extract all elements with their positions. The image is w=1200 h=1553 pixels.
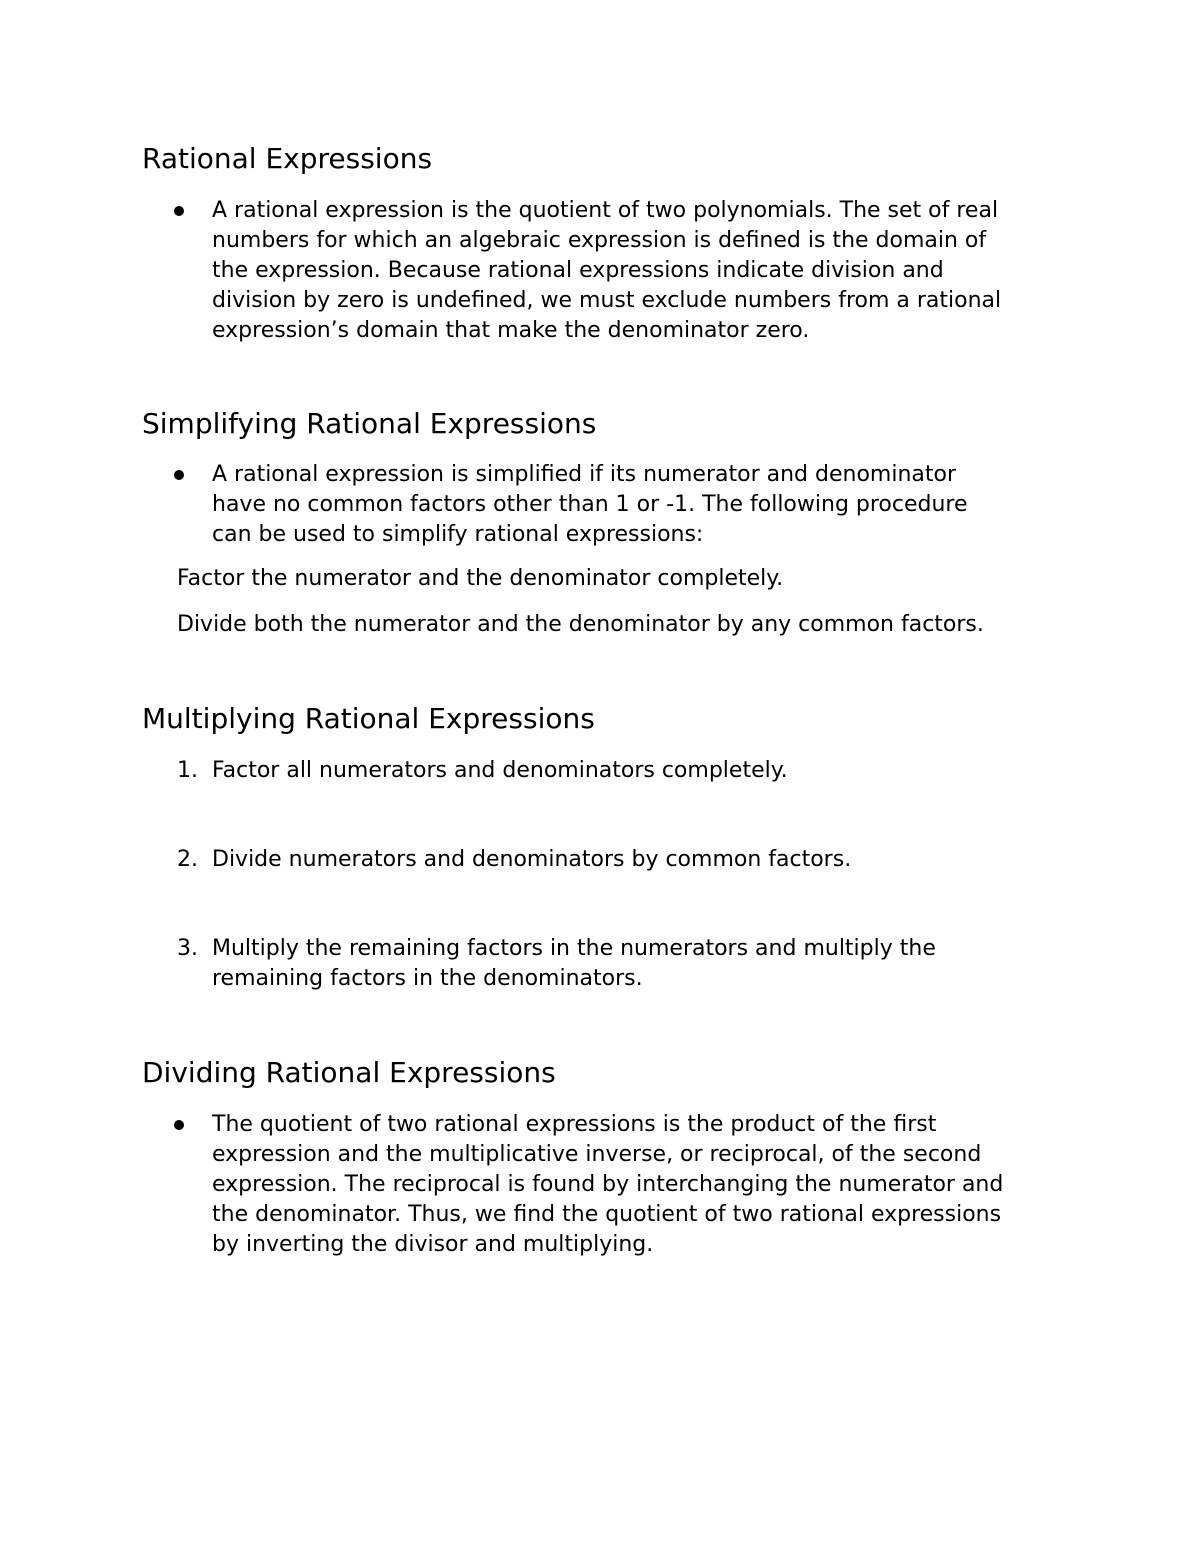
text-line: division by zero is undefined, we must exclude numbers from a rational — [212, 288, 1002, 313]
section-heading-rational-expressions: Rational Expressions — [142, 142, 433, 175]
bullet-icon — [174, 1120, 184, 1130]
section-heading-simplifying: Simplifying Rational Expressions — [142, 407, 597, 440]
numbered-item-1 — [212, 756, 1082, 786]
bullet-item-quotient — [212, 1110, 1082, 1260]
text-line: by inverting the divisor and multiplying. — [212, 1232, 654, 1257]
text-line: expression. The reciprocal is found by interchanging the numerator and — [212, 1172, 1004, 1197]
numbered-item-2 — [212, 845, 1082, 875]
text-line: expression’s domain that make the denominator zero. — [212, 318, 810, 343]
text-line: A rational expression is the quotient of two polynomials. The set of real — [212, 198, 999, 223]
text-line: expression and the multiplicative inverse, or reciprocal, of the second — [212, 1142, 982, 1167]
numbered-item-3 — [212, 934, 1082, 994]
text-line: Multiply the remaining factors in the numerators and multiply the — [212, 936, 936, 961]
procedure-step-divide: Divide both the numerator and the denominator by any common factors. — [177, 612, 984, 637]
section-heading-multiplying: Multiplying Rational Expressions — [142, 702, 595, 735]
procedure-step-factor: Factor the numerator and the denominator completely. — [177, 566, 784, 591]
text-line: The quotient of two rational expressions is the product of the first — [212, 1112, 937, 1137]
text-line: remaining factors in the denominators. — [212, 966, 643, 991]
text-line: numbers for which an algebraic expression is defined is the domain of — [212, 228, 987, 253]
text-line: A rational expression is simplified if its numerator and denominator — [212, 462, 957, 487]
text-line: Factor all numerators and denominators completely. — [212, 758, 788, 783]
bullet-icon — [174, 470, 184, 480]
list-number: 2. — [177, 847, 198, 872]
text-line: have no common factors other than 1 or -1. The following procedure — [212, 492, 968, 517]
bullet-item-simplified — [212, 460, 1082, 550]
bullet-icon — [174, 206, 184, 216]
text-line: Divide numerators and denominators by common factors. — [212, 847, 852, 872]
text-line: can be used to simplify rational expressions: — [212, 522, 704, 547]
bullet-item-definition — [212, 196, 1082, 346]
list-number: 1. — [177, 758, 198, 783]
text-line: the denominator. Thus, we find the quotient of two rational expressions — [212, 1202, 1002, 1227]
list-number: 3. — [177, 936, 198, 961]
text-line: the expression. Because rational expressions indicate division and — [212, 258, 944, 283]
section-heading-dividing: Dividing Rational Expressions — [142, 1056, 556, 1089]
